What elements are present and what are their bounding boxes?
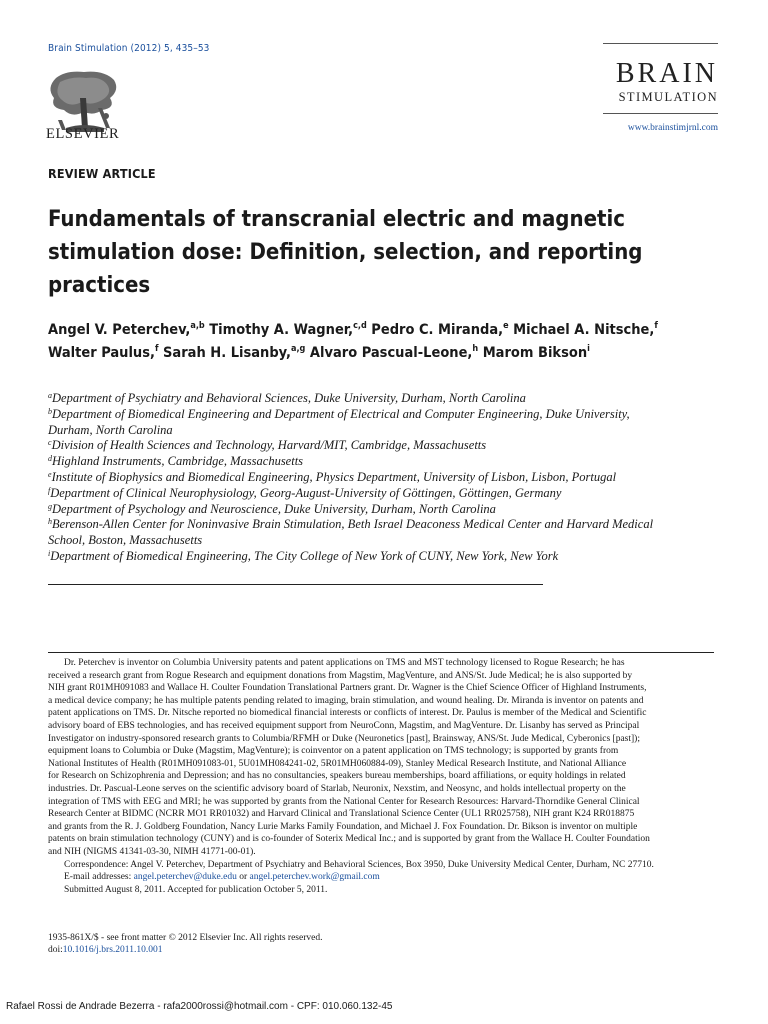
affiliation-text: Division of Health Sciences and Technology, Harvard/MIT, Cambridge, Massachusetts	[51, 438, 487, 453]
author-affiliation-marker: f	[154, 344, 159, 354]
footnote-line: National Institutes of Health (R01MH091083-01, 5U01MH084241-02, 5R01MH060884-09), Stanley Medical Research Institute, and National Alliance	[48, 758, 627, 769]
author-name: Marom Bikson	[482, 345, 588, 361]
affiliation-marker: i	[48, 548, 51, 558]
affiliation	[48, 517, 738, 533]
doi-link[interactable]: 10.1016/j.brs.2011.10.001	[62, 945, 163, 955]
affiliation	[48, 454, 738, 470]
author-name: Walter Paulus,	[48, 345, 155, 361]
footnote-line: a medical device company; he has multiple patents pending related to imaging, brain stimulation, and wound healing. Dr. Miranda is inventor on patents and	[48, 695, 644, 706]
author-name: Michael A. Nitsche,	[513, 322, 655, 338]
footnote-line: Dr. Peterchev is inventor on Columbia University patents and patent applications on TMS and MST technology licensed to Rogue Research; he has	[64, 658, 625, 668]
author-list	[48, 319, 738, 365]
author-affiliation-marker: h	[472, 344, 479, 354]
affiliation-marker: b	[48, 406, 52, 416]
footnote-line: patents on brain stimulation technology (CUNY) and is co-founder of Soterix Medical Inc.; and is supported by grant from the Wallace H. Coulter Foundation	[48, 834, 650, 845]
journal-brand-brain: BRAIN	[615, 58, 718, 89]
affiliation-text: Highland Instruments, Cambridge, Massachusetts	[52, 454, 304, 469]
author-affiliation-marker: f	[654, 321, 658, 331]
author-affiliation-marker: a,g	[291, 344, 306, 354]
affiliation-marker: h	[48, 517, 52, 527]
download-watermark: Rafael Rossi de Andrade Bezerra - rafa2000rossi@hotmail.com - CPF: 010.060.132-45	[6, 1001, 393, 1012]
article-title	[48, 203, 728, 302]
affiliation	[48, 391, 738, 407]
author-name: Angel V. Peterchev,	[48, 322, 191, 338]
footnote-line: received a research grant from Rogue Research and equipment donations from Magstim, MagVenture, and ANS/St. Jude Medical; he is also supported by	[48, 670, 633, 681]
affiliation-marker: c	[48, 438, 52, 448]
footnote-line: Investigator on industry-sponsored research grants to Columbia/RFMH or Duke (Neuronetics [past], Brainsway, ANS/St. Jude Medical, Cyberonics [past]);	[48, 733, 640, 744]
disclosure-footnote	[48, 657, 718, 896]
title-line: stimulation dose: Definition, selection, and reporting	[48, 240, 643, 265]
author-affiliation-marker: a,b	[190, 321, 205, 331]
submission-dates: Submitted August 8, 2011. Accepted for publication October 5, 2011.	[64, 884, 328, 895]
affiliation	[48, 423, 738, 439]
affiliation	[48, 438, 738, 454]
publisher-logo-text: ELSEVIER	[46, 126, 120, 142]
email-link-duke[interactable]: angel.peterchev@duke.edu	[133, 872, 237, 883]
affiliation-marker: f	[48, 485, 51, 495]
brand-rule-top	[603, 43, 718, 44]
author-affiliation-marker: e	[503, 321, 509, 331]
affiliation-list	[48, 391, 738, 565]
affiliation-marker: a	[48, 391, 52, 400]
author-line	[48, 319, 738, 342]
email-link-gmail[interactable]: angel.peterchev.work@gmail.com	[249, 872, 380, 883]
affiliation-text: Department of Psychology and Neuroscience, Duke University, Durham, North Carolina	[52, 501, 496, 516]
author-name: Alvaro Pascual-Leone,	[309, 345, 473, 361]
affiliation-text: Department of Biomedical Engineering and Department of Electrical and Computer Engineering, Duke University,	[52, 406, 630, 421]
affiliation-marker: e	[48, 469, 52, 479]
affiliation-marker: g	[48, 501, 52, 511]
affiliation	[48, 549, 738, 565]
title-line: practices	[48, 273, 151, 298]
journal-brand-stimulation: STIMULATION	[618, 90, 718, 104]
author-line	[48, 342, 738, 365]
affiliation-text: Department of Psychiatry and Behavioral Sciences, Duke University, Durham, North Carolina	[52, 391, 526, 405]
article-type-label: REVIEW ARTICLE	[48, 166, 156, 181]
journal-url-link[interactable]: www.brainstimjrnl.com	[627, 123, 718, 133]
author-affiliation-marker: c,d	[353, 321, 367, 331]
affiliation	[48, 533, 738, 549]
affiliation	[48, 407, 738, 423]
journal-citation: Brain Stimulation (2012) 5, 435–53	[48, 43, 210, 54]
email-line	[48, 871, 718, 884]
footnote-line: Research Center at BIDMC (NCRR MO1 RR01032) and Harvard Clinical and Translational Science Center (UL1 RR025758), NIH grant K24 RR018875	[48, 809, 635, 820]
affiliation-text: Institute of Biophysics and Biomedical Engineering, Physics Department, University of Lisbon, Lisbon, Portugal	[51, 469, 617, 484]
affiliation	[48, 486, 738, 502]
footnote-divider	[48, 652, 714, 653]
affiliation	[48, 502, 738, 518]
brand-rule-bottom	[603, 113, 718, 114]
footnote-line: industries. Dr. Pascual-Leone serves on the scientific advisory board of Starlab, Neuronix, Nexstim, and Neosync, and holds intellectual property on the	[48, 783, 626, 794]
footnote-line: and NIH (NIGMS 41341-03-30, NIMH 41771-00-01).	[48, 846, 256, 857]
correspondence-line: Correspondence: Angel V. Peterchev, Department of Psychiatry and Behavioral Sciences, Box 3950, Duke University Medical Center, Durham, NC 27710.	[64, 859, 654, 870]
author-name: Timothy A. Wagner,	[209, 322, 354, 338]
email-separator: or	[236, 872, 250, 883]
title-line: Fundamentals of transcranial electric and magnetic	[48, 207, 625, 232]
footnote-line: and grants from the R. J. Goldberg Foundation, Nancy Lurie Marks Family Foundation, and Michael J. Fox Foundation. Dr. Bikson is inventor on multiple	[48, 821, 638, 832]
affiliation	[48, 470, 738, 486]
affiliation-text: Berenson-Allen Center for Noninvasive Brain Stimulation, Beth Israel Deaconess Medical Center and Harvard Medical	[52, 517, 654, 532]
author-name: Pedro C. Miranda,	[371, 322, 504, 338]
footnote-line: integration of TMS with EEG and MRI; he was supported by grants from the National Center for Research Resources: Harvard-Thorndike General Clinical	[48, 796, 640, 807]
author-affiliation-marker: i	[587, 344, 590, 354]
doi-line	[48, 945, 162, 955]
affiliation-text: Department of Clinical Neurophysiology, Georg-August-University of Göttingen, Göttingen, Germany	[50, 485, 562, 500]
section-divider	[48, 584, 543, 585]
email-label: E-mail addresses:	[64, 872, 134, 883]
affiliation-text: School, Boston, Massachusetts	[48, 533, 203, 548]
affiliation-text: Durham, North Carolina	[48, 422, 173, 437]
footnote-line: advisory board of EBS technologies, and has received equipment support from NeuroConn, Magstim, and MagVenture. Dr. Lisanby has served as Principal	[48, 720, 640, 731]
author-name: Sarah H. Lisanby,	[163, 345, 292, 361]
footnote-line: equipment loans to Columbia or Duke (Magstim, MagVenture); is coinventor on a patent application on TMS technology; is supported by grants from	[48, 746, 619, 757]
copyright-notice: 1935-861X/$ - see front matter © 2012 Elsevier Inc. All rights reserved.	[48, 933, 323, 943]
footnote-line: for Research on Schizophrenia and Depression; and has no consultancies, speakers bureau memberships, board affiliations, or equity holdings in related	[48, 771, 626, 782]
doi-label: doi:	[48, 945, 63, 955]
footnote-line: patent applications on TMS. Dr. Nitsche reported no biomedical financial interests or conflicts of interest. Dr. Paulus is member of the Medical and Scientific	[48, 708, 647, 719]
footnote-line: NIH grant R01MH091083 and Wallace H. Coulter Foundation Translational Partners grant. Dr. Wagner is the Chief Science Officer of Highland Instruments,	[48, 683, 647, 694]
affiliation-marker: d	[48, 454, 52, 464]
affiliation-text: Department of Biomedical Engineering, The City College of New York of CUNY, New York, New York	[50, 548, 559, 563]
